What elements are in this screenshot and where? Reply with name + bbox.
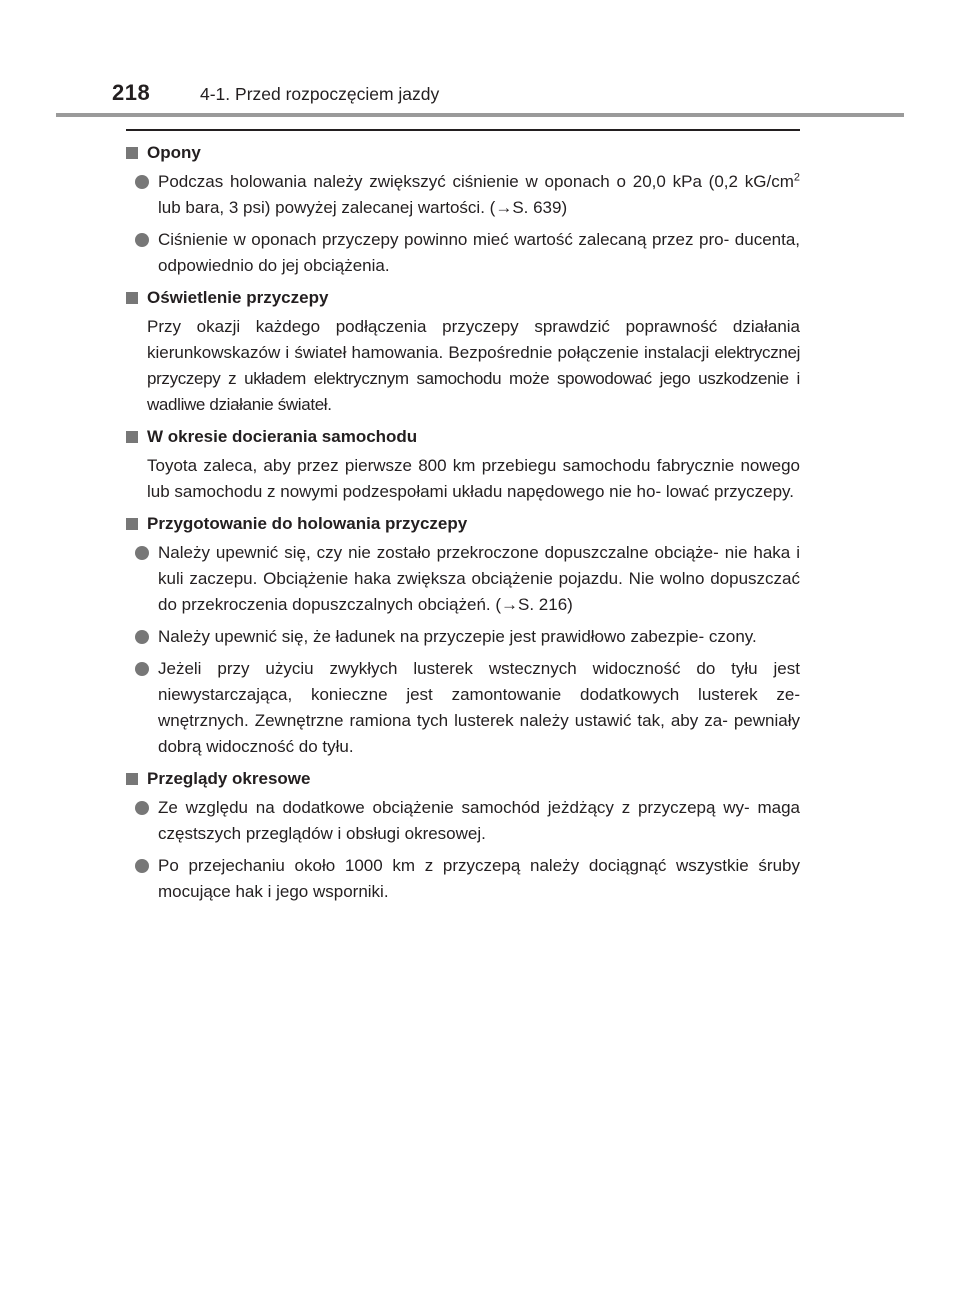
section-break-in-period [126,424,800,505]
square-bullet-icon [126,292,138,304]
list-item [126,169,800,221]
section-heading [126,766,800,792]
header-divider [56,113,904,117]
section-paragraph [147,314,800,418]
section-heading [126,285,800,311]
square-bullet-icon [126,431,138,443]
list-item [126,853,800,905]
list-item [126,795,800,847]
paragraph-part: Przy okazji każdego podłączenia przyczepy sprawdzić poprawność działania kierunkowskazów i świateł hamowania. Bezpośrednie połączenie instalacji [147,316,800,362]
circle-bullet-icon [135,801,149,815]
section-title: Przygotowanie do holowania przyczepy [147,513,468,533]
section-heading [126,140,800,166]
square-bullet-icon [126,147,138,159]
circle-bullet-icon [135,233,149,247]
content-divider [126,129,800,131]
page-content [126,129,800,911]
circle-bullet-icon [135,859,149,873]
section-title: Przeglądy okresowe [147,768,311,788]
square-bullet-icon [126,518,138,530]
page-number: 218 [112,80,151,105]
list-item [126,540,800,618]
list-item [126,624,800,650]
section-heading [126,424,800,450]
bullet-text: Po przejechaniu około 1000 km z przyczepą należy dociągnąć wszystkie śruby mocujące hak i jego wsporniki. [158,855,800,901]
list-item [126,227,800,279]
section-title: W okresie docierania samochodu [147,426,418,446]
bullet-text-part: Podczas holowania należy zwiększyć ciśnienie w oponach o 20,0 kPa (0,2 kG/cm [158,171,794,191]
section-heading [126,511,800,537]
section-periodic-inspections [126,766,800,905]
circle-bullet-icon [135,662,149,676]
chapter-title: 4-1. Przed rozpoczęciem jazdy [200,84,440,104]
section-trailer-lighting [126,285,800,418]
bullet-text: Należy upewnić się, że ładunek na przyczepie jest prawidłowo zabezpie- czony. [158,626,757,646]
bullet-text: Ciśnienie w oponach przyczepy powinno mieć wartość zalecaną przez pro- ducenta, odpowiednio do jej obciążenia. [158,229,800,275]
bullet-text: Należy upewnić się, czy nie zostało przekroczone dopuszczalne obciąże- nie haka i kuli zaczepu. Obciążenie haka zwiększa obciążenie pojazdu. Nie wolno dopuszczać do przekroczenia dopuszczalnych obciążeń. (→S. 216) [158,542,800,614]
paragraph-part: elektrycznej przyczepy z układem elektrycznym samochodu może spowodować jego uszkodzenie i wadliwe działanie świateł. [147,342,800,414]
section-title: Opony [147,142,201,162]
bullet-text [158,169,800,221]
square-bullet-icon [126,773,138,785]
circle-bullet-icon [135,630,149,644]
section-title: Oświetlenie przyczepy [147,287,329,307]
bullet-text: Ze względu na dodatkowe obciążenie samochód jeżdżący z przyczepą wy- maga częstszych przeglądów i obsługi okresowej. [158,797,800,843]
section-towing-preparation [126,511,800,760]
list-item [126,656,800,760]
section-tires [126,140,800,279]
page-header [112,80,439,110]
bullet-text: Jeżeli przy użyciu zwykłych lusterek wstecznych widoczność do tyłu jest niewystarczająca, konieczne jest zamontowanie dodatkowych lusterek ze- wnętrznych. Zewnętrzne ramiona tych lusterek należy ustawić tak, aby za- pewniały dobrą widoczność do tyłu. [158,658,800,756]
circle-bullet-icon [135,175,149,189]
bullet-text-part: lub bara, 3 psi) powyżej zalecanej wartości. (→S. 639) [158,197,568,217]
circle-bullet-icon [135,546,149,560]
section-paragraph: Toyota zaleca, aby przez pierwsze 800 km przebiegu samochodu fabrycznie nowego lub samochodu z nowymi podzespołami układu napędowego nie ho- lować przyczepy. [147,455,800,501]
superscript: 2 [793,170,800,183]
